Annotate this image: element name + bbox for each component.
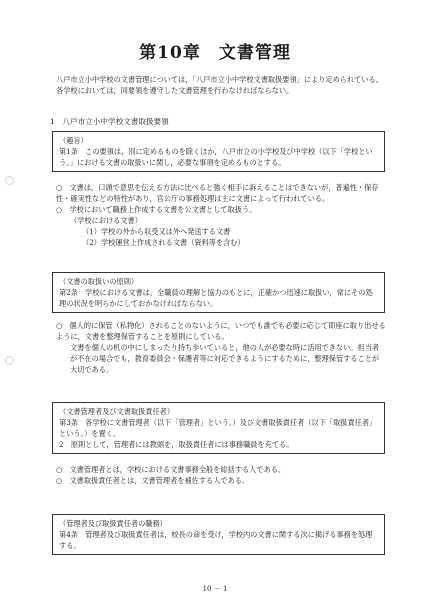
intro-paragraph: 八戸市立小中学校の文書管理については，「八戸市立小中学校文書取扱要領」により定められている。各学校においては，同要領を遵守した文書管理を行わなければならない。: [56, 75, 383, 95]
article-box-managers: [52, 402, 385, 454]
school-docs-item: （1）学校の外から収受又は外へ発送する文書: [82, 227, 231, 236]
section-heading: 1 八戸市立小中学校文書取扱要領: [50, 117, 169, 126]
article-box-purpose: [52, 131, 385, 172]
punch-hole-mark: [5, 176, 14, 185]
article-text: 第4条 管理者及び取扱責任者は，校長の命を受け，学校内の文書に関する次に掲げる事務を処理する。: [59, 530, 373, 550]
page-number: 10 － 1: [202, 585, 228, 593]
article-box-duties: [52, 514, 385, 555]
notes-block-1: [56, 182, 386, 248]
note-item: ○ 学校において職務上作成する文書を公文書として取扱う。: [56, 205, 257, 214]
note-item: ○ 文書取扱責任者とは，文書管理者を補佐する人である。: [56, 476, 250, 485]
note-item: ○ 文書は，口頭で意思を伝える方法に比べると強く相手に訴えることはできないが，普遍性・保存性・確実性などの特性があり，官公庁の事務処理は主に文書によって行われている。: [56, 183, 379, 203]
article-text: 第1条 この要領は，別に定めるものを除くほか，八戸市立の小学校及び中学校（以下「学校という。」における文書の取扱いに関し，必要な事項を定めるものとする。: [59, 147, 373, 167]
article-caption: （管理者及び取扱責任者の職務）: [59, 519, 167, 528]
article-text: 第2条 学校における文書は，全職員の理解と協力のもとに，正確かつ迅速に取扱い，常にその処理の状況を明らかにしておかなければならない。: [59, 288, 373, 308]
article-text: 第3条 各学校に文書管理者（以下「管理者」という。）及び文書取扱責任者（以下「取扱責任者」という。）を置く。: [59, 418, 377, 438]
school-docs-caption: （学校における文書）: [70, 216, 142, 225]
article-caption: （文書の取扱いの原則）: [59, 277, 139, 286]
punch-hole-mark: [5, 356, 14, 365]
article-text: 2 原則として，管理者には教頭を，取扱責任者には事務職員を充てる。: [59, 440, 294, 449]
article-box-principle: [52, 272, 385, 313]
article-caption: （文書管理者及び文書取扱責任者）: [59, 407, 175, 416]
note-item: 文書を個人の机の中にしまったり持ち歩いていると，他の人が必要な時に活用できない。担当者が不在の場合でも，教育委員会・保護者等に対応できるようにするために，整理保管することが大切である。: [70, 343, 380, 374]
note-item: ○ 文書管理者とは，学校における文書事務全般を総括する人である。: [56, 465, 286, 474]
school-docs-item: （2）学校運営上作成される文書（資料等を含む）: [82, 238, 245, 247]
page-title: 第10章 文書管理: [139, 43, 291, 63]
notes-block-3: [56, 464, 386, 486]
note-item: ○ 個人的に保管（私物化）されることのないように，いつでも誰でも必要に応じて即座に取り出せるように，文書を整理保管することを原則にしている。: [56, 321, 386, 341]
article-caption: （趣旨）: [59, 136, 88, 145]
notes-block-2: [56, 320, 386, 375]
